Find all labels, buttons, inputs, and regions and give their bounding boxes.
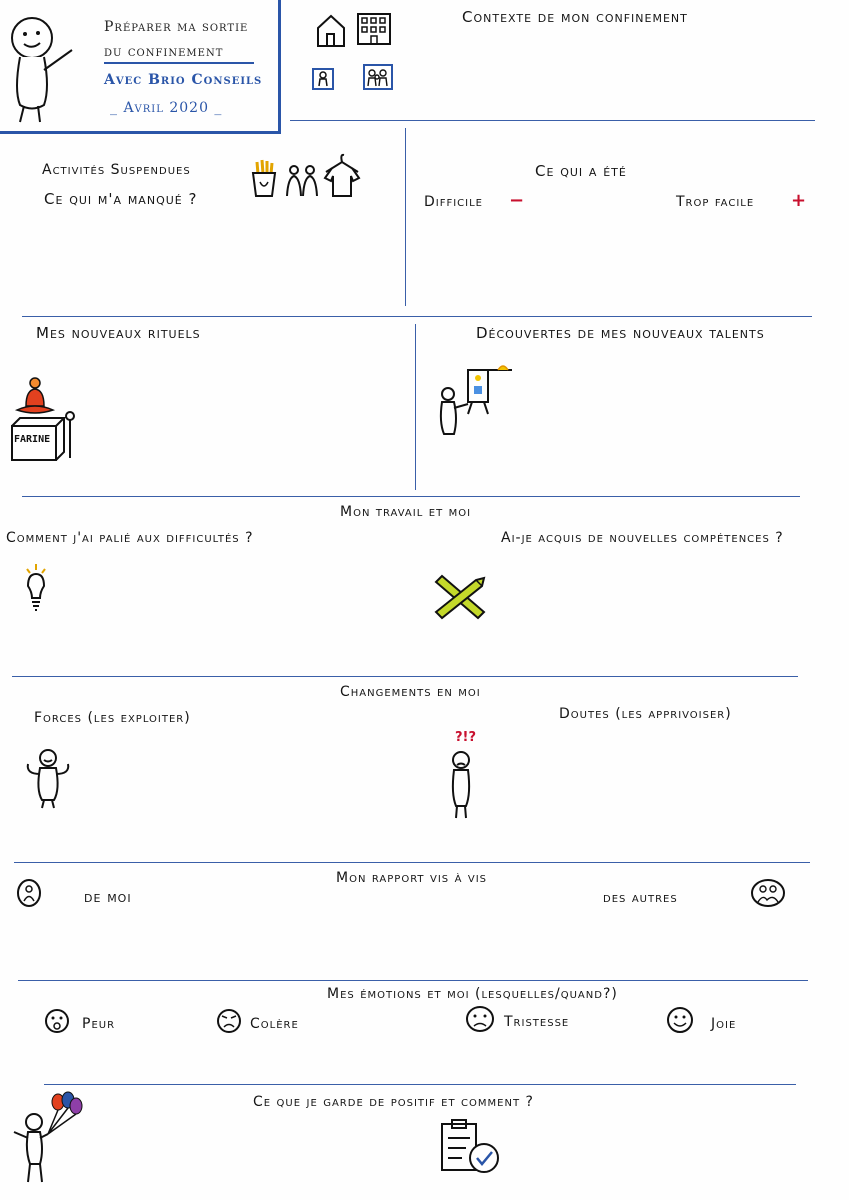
- others-label: des autres: [603, 890, 678, 906]
- what-has-been-title: Ce qui a été: [535, 162, 627, 180]
- plus-sign: +: [791, 190, 807, 211]
- emotion-fear: Peur: [82, 1016, 116, 1032]
- self-label: de moi: [84, 888, 132, 906]
- divider: [405, 128, 406, 306]
- talents-title: Découvertes de mes nouveaux talents: [476, 324, 765, 342]
- anger-face-icon: [216, 1008, 242, 1034]
- doubts-label: Doutes (les apprivoiser): [559, 706, 732, 722]
- joy-face-icon: [666, 1006, 694, 1034]
- people-hug-icon: [284, 164, 320, 200]
- what-i-missed-label: Ce qui m'a manqué ?: [44, 190, 198, 208]
- stick-figure-waving-icon: [6, 10, 78, 125]
- self-portrait-icon: [16, 878, 42, 908]
- difficult-label: Difficile: [424, 194, 484, 210]
- title-line-1: Préparer ma sortie: [104, 19, 249, 35]
- house-icon: [316, 14, 346, 48]
- checklist-clipboard-icon: [438, 1118, 502, 1176]
- emotions-title: Mes émotions et moi (lesquelles/quand?): [327, 986, 618, 1002]
- skills-question: Ai-je acquis de nouvelles compétences ?: [501, 530, 784, 546]
- emotion-joy: Joie: [711, 1016, 737, 1032]
- family-group-icon: [363, 64, 393, 90]
- changes-title: Changements en moi: [340, 684, 481, 700]
- divider: [22, 316, 812, 317]
- divider: [22, 496, 800, 497]
- worried-figure-icon: [446, 750, 476, 820]
- sadness-face-icon: [465, 1005, 495, 1033]
- apartment-building-icon: [356, 12, 392, 46]
- relation-title: Mon rapport vis à vis: [336, 870, 487, 886]
- suspended-activities-label: Activités Suspendues: [42, 162, 191, 178]
- others-group-icon: [750, 878, 786, 908]
- single-person-icon: [312, 68, 334, 90]
- emotion-sadness: Tristesse: [504, 1014, 570, 1030]
- strong-figure-icon: [22, 748, 74, 810]
- title-line-2: du confinement: [104, 44, 254, 64]
- date-label: _ Avril 2020 _: [110, 100, 223, 116]
- positive-title: Ce que je garde de positif et comment ?: [253, 1094, 534, 1110]
- divider: [415, 324, 416, 490]
- flour-label: FARINE: [14, 434, 51, 445]
- fries-icon: [250, 158, 278, 198]
- difficulties-question: Comment j'ai palié aux difficultés ?: [6, 530, 254, 546]
- divider: [290, 120, 815, 121]
- author-name: Avec Brio Conseils: [104, 72, 263, 88]
- minus-sign: −: [509, 190, 525, 211]
- painter-at-easel-icon: [436, 364, 520, 440]
- fear-face-icon: [44, 1008, 70, 1034]
- figure-with-balloons-icon: [8, 1090, 84, 1190]
- strengths-label: Forces (les exploiter): [34, 710, 191, 726]
- doubt-mark: ?!?: [455, 730, 477, 745]
- context-title: Contexte de mon confinement: [462, 8, 688, 26]
- lightbulb-idea-icon: [22, 562, 50, 614]
- shirt-on-hanger-icon: [322, 152, 362, 198]
- too-easy-label: Trop facile: [676, 194, 755, 210]
- new-rituals-title: Mes nouveaux rituels: [36, 324, 201, 342]
- divider: [18, 980, 808, 981]
- emotion-anger: Colère: [250, 1016, 299, 1032]
- divider: [12, 676, 798, 677]
- divider: [14, 862, 810, 863]
- work-title: Mon travail et moi: [340, 504, 472, 520]
- ruler-pencil-icon: [432, 574, 488, 620]
- divider: [44, 1084, 796, 1085]
